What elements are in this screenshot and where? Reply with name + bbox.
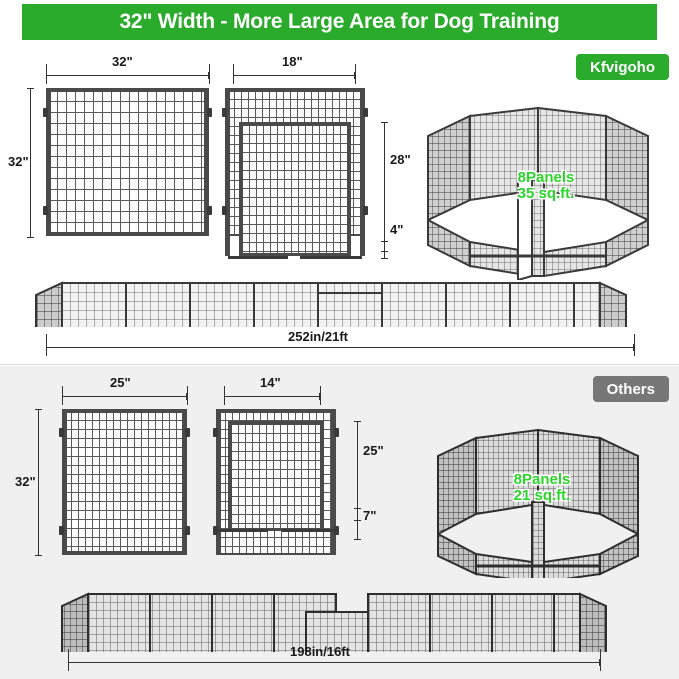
- dimension-line-gate-height-1: [384, 122, 385, 252]
- panel-bottom-rail: [46, 232, 209, 236]
- label-panel-width-1: 32": [112, 54, 133, 69]
- label-gate-gap-2: 7": [363, 508, 377, 523]
- gate-left-post: [239, 122, 243, 256]
- tick-mark: [46, 334, 47, 356]
- label-panel-width-2: 25": [110, 375, 131, 390]
- tick-mark: [320, 386, 321, 405]
- label-gate-height-1: 28": [390, 152, 411, 167]
- brand-badge-kfvigoho: Kfvigoho: [576, 54, 669, 80]
- gate-top-rail: [239, 122, 351, 126]
- dimension-line-gate-height-2: [357, 421, 358, 521]
- gate-right-post: [320, 421, 324, 531]
- tick-mark: [187, 386, 188, 405]
- panel-bottom-rail: [62, 551, 187, 555]
- panel-connector-nub: [334, 428, 339, 437]
- gate-foot-left: [218, 529, 268, 532]
- panel-top-rail: [62, 409, 187, 413]
- gate-frame-top-rail: [225, 88, 365, 92]
- tick-mark: [233, 64, 234, 84]
- dimension-line-total-length-1: [46, 347, 634, 348]
- panel-connector-nub: [43, 206, 48, 215]
- label-gate-width-1: 18": [282, 54, 303, 69]
- octagon-callout-2: [494, 472, 590, 504]
- label-total-length-1: 252in/21ft: [288, 329, 348, 344]
- gate-top-rail: [228, 421, 324, 425]
- panel-connector-nub: [222, 206, 227, 215]
- label-panel-height-1: 32": [8, 154, 29, 169]
- dimension-line-panel-width-2: [62, 396, 187, 397]
- panel-connector-nub: [334, 526, 339, 535]
- label-gate-width-2: 14": [260, 375, 281, 390]
- panel-strip-2: [40, 562, 640, 652]
- tick-mark: [634, 334, 635, 356]
- panel-connector-nub: [207, 108, 212, 117]
- tick-mark: [62, 386, 63, 405]
- panel-connector-nub: [222, 108, 227, 117]
- label-total-length-2: 198in/16ft: [290, 644, 350, 659]
- tick-mark: [209, 64, 210, 84]
- gate-foot-right: [282, 529, 334, 532]
- label-panel-height-2: 32": [15, 474, 36, 489]
- fence-panel-front-2: [62, 409, 187, 555]
- panel-connector-nub: [185, 526, 190, 535]
- tick-mark: [224, 386, 225, 405]
- gate-door-2: [228, 421, 324, 531]
- dimension-line-panel-height-1: [30, 88, 31, 238]
- gate-frame-top-rail: [216, 409, 336, 413]
- panel-connector-nub: [207, 206, 212, 215]
- fence-panel-front-1: [46, 88, 209, 236]
- tick-mark: [355, 64, 356, 84]
- gate-door-1: [239, 122, 351, 256]
- panel-strip-1: [30, 247, 650, 327]
- octagon-callout-panels-2: 8Panels: [513, 471, 571, 488]
- panel-connector-nub: [213, 428, 218, 437]
- brand-badge-others: Others: [593, 376, 669, 402]
- gate-left-post: [228, 421, 232, 531]
- section-others: [0, 366, 679, 679]
- tick-mark: [46, 64, 47, 84]
- panel-top-rail: [46, 88, 209, 92]
- dimension-line-panel-height-2: [38, 409, 39, 556]
- label-gate-gap-1: 4": [390, 222, 404, 237]
- dimension-line-panel-width-1: [46, 75, 209, 76]
- dimension-line-gate-width-1: [233, 75, 355, 76]
- tick-mark: [68, 649, 69, 671]
- gate-right-post: [347, 122, 351, 256]
- section-kfvigoho: [0, 42, 679, 362]
- panel-connector-nub: [43, 108, 48, 117]
- octagon-callout-area-2: 21 sq.ft.: [513, 486, 571, 504]
- dimension-line-total-length-2: [68, 662, 600, 663]
- tick-mark: [600, 649, 601, 671]
- section-divider: [0, 364, 679, 365]
- page-title: 32" Width - More Large Area for Dog Training: [119, 10, 560, 33]
- panel-connector-nub: [213, 526, 218, 535]
- panel-connector-nub: [59, 428, 64, 437]
- panel-connector-nub: [185, 428, 190, 437]
- octagon-callout-panels-1: 8Panels: [517, 169, 575, 186]
- dimension-line-gate-width-2: [224, 396, 320, 397]
- dimension-line-gate-gap-2: [357, 508, 358, 540]
- panel-connector-nub: [363, 108, 368, 117]
- octagon-callout-area-1: 35 sq.ft.: [517, 184, 575, 202]
- panel-connector-nub: [363, 206, 368, 215]
- label-gate-height-2: 25": [363, 443, 384, 458]
- panel-connector-nub: [59, 526, 64, 535]
- header-banner: [22, 4, 657, 40]
- octagon-callout-1: [498, 170, 594, 202]
